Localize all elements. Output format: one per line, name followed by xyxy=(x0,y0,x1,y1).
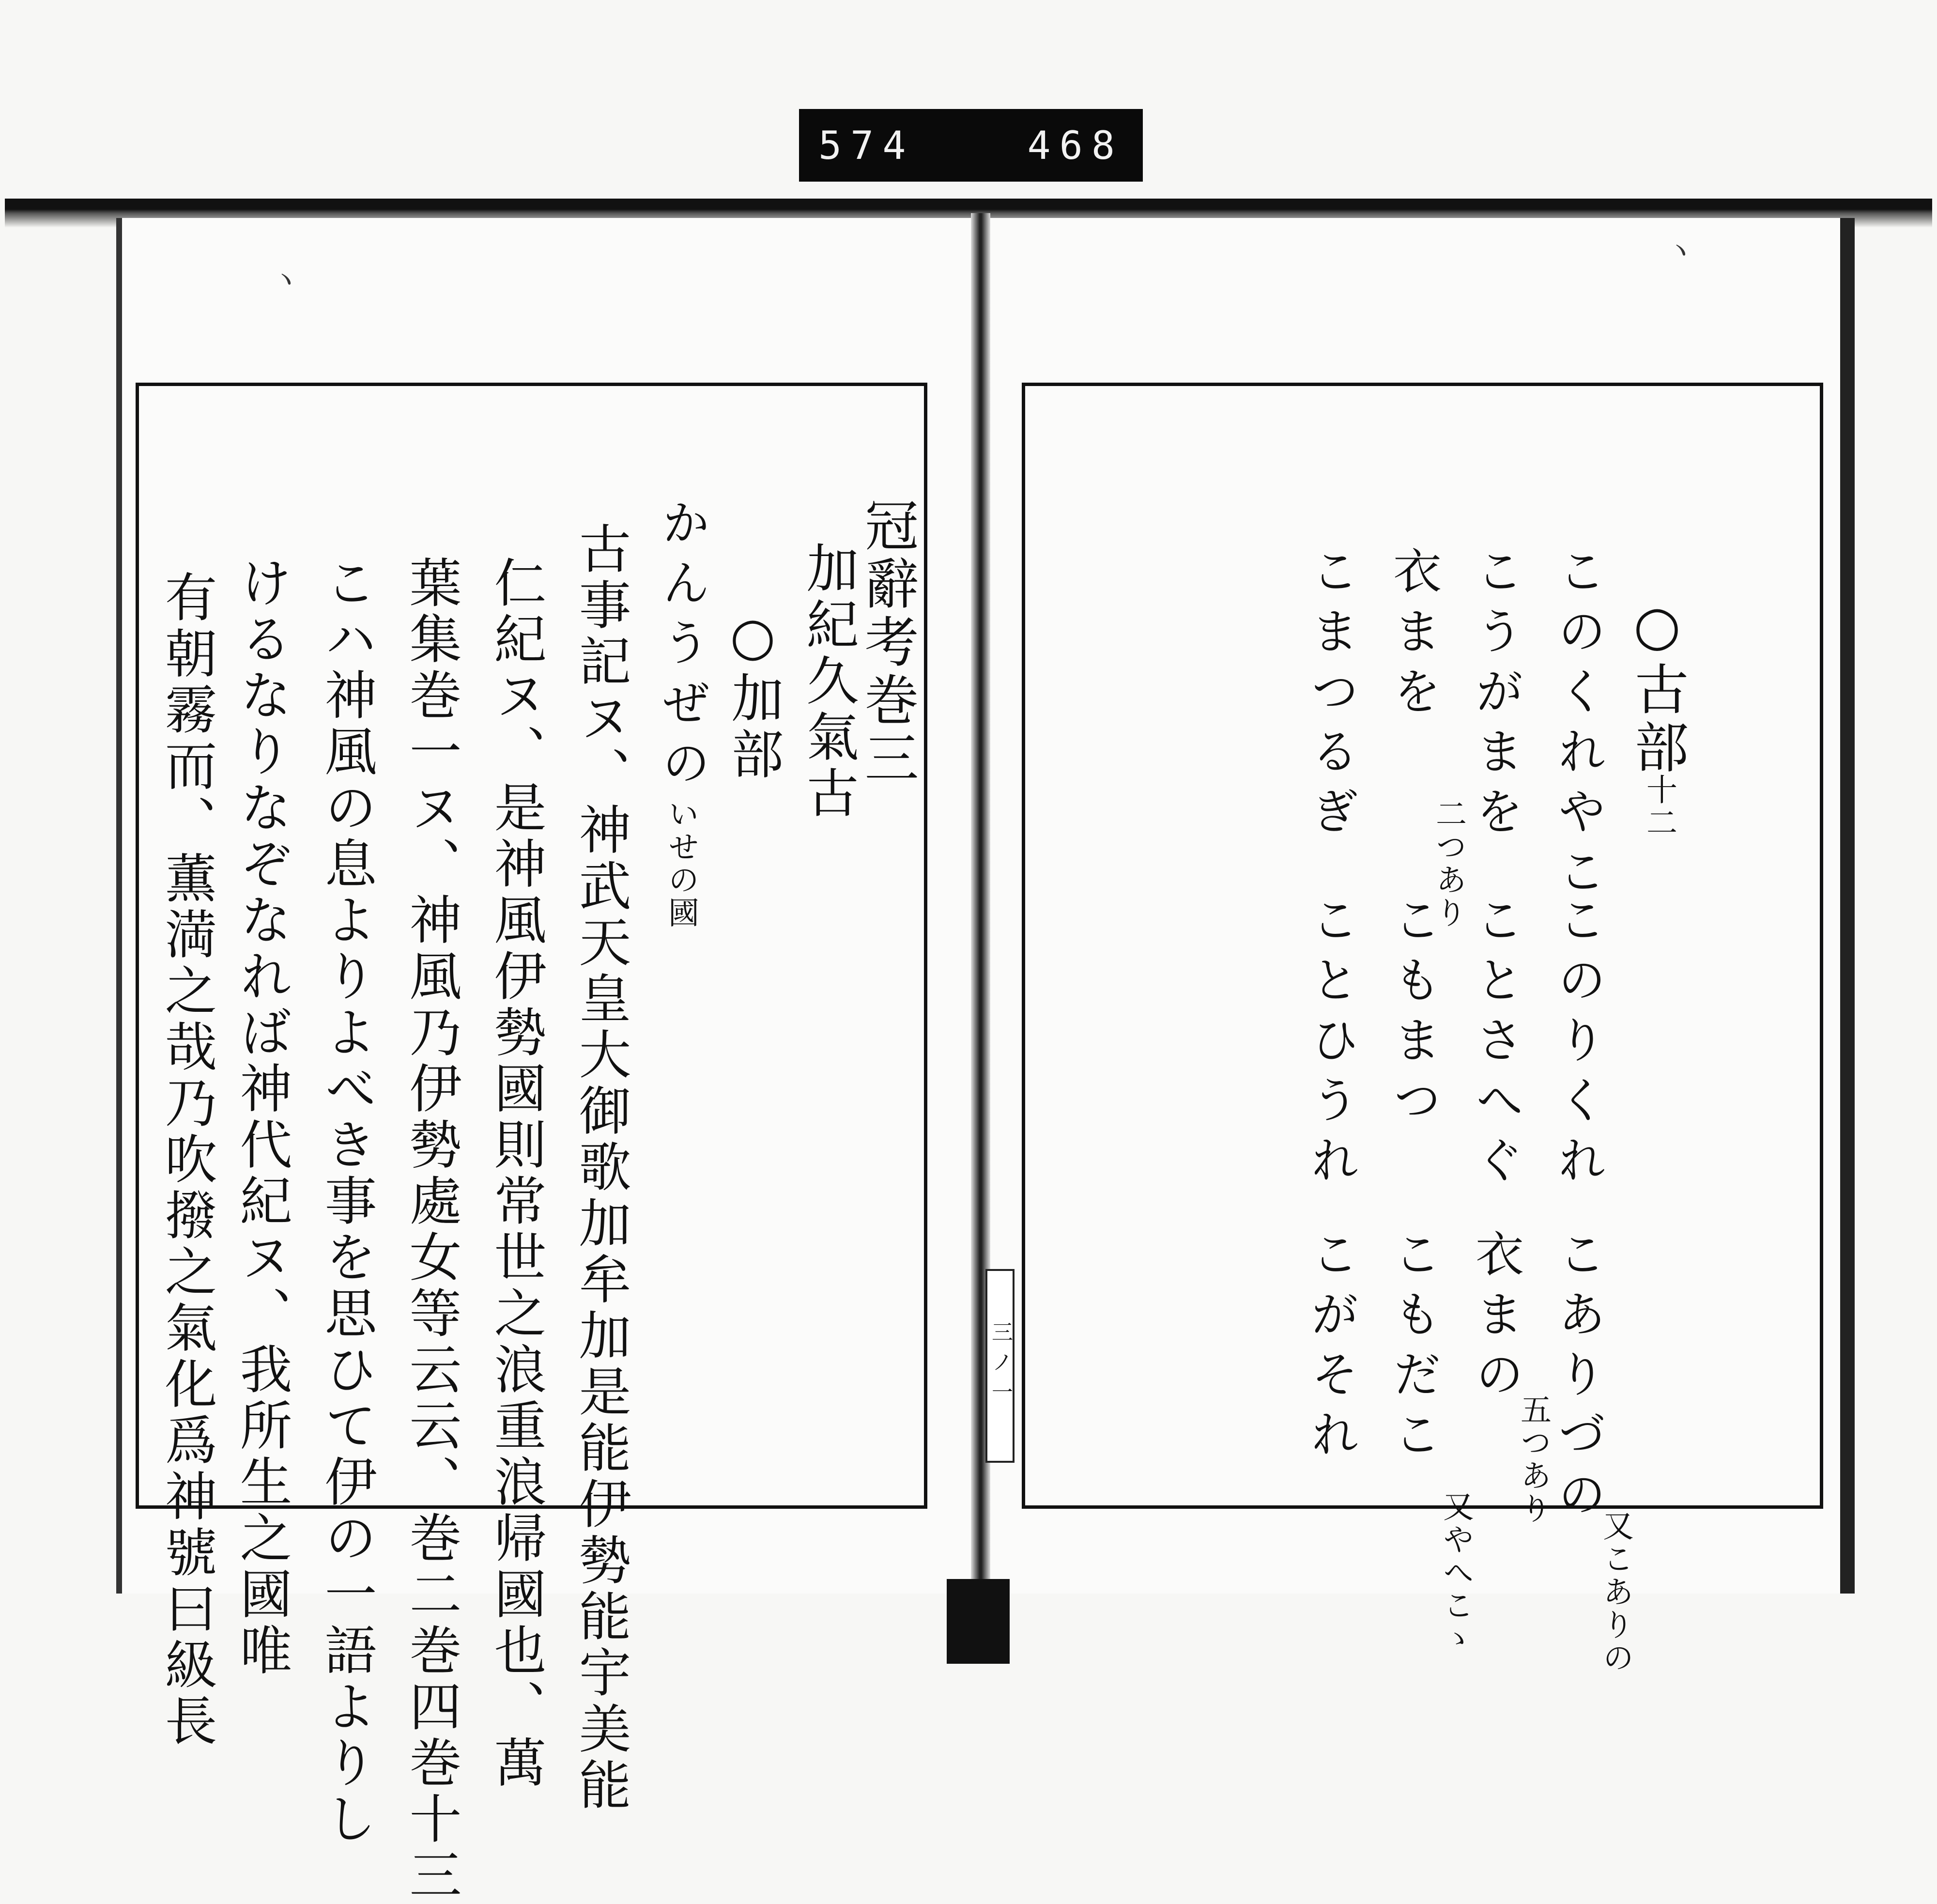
section-marker: ○加部 xyxy=(723,606,783,783)
verse-note: 又やへこゝ xyxy=(1438,1490,1474,1655)
text-column: 有朝霧而、薫満之哉乃吹撥之氣化爲神號曰級長 xyxy=(156,570,216,1750)
verse-line: こありづの xyxy=(1550,1229,1606,1529)
scan-label-left: 574 xyxy=(818,123,915,168)
verse-line: 衣まを xyxy=(1385,546,1442,726)
entry-heading: かんうぜの xyxy=(654,497,710,798)
text-column: 葉集巻一ヌ、神風乃伊勢處女等云云、巻二巻四巻十三 xyxy=(400,556,461,1904)
verse-line: こがそれ xyxy=(1303,1229,1359,1469)
left-text-frame xyxy=(136,383,927,1904)
verse-line: こもだこ xyxy=(1385,1229,1442,1469)
gutter-foot xyxy=(947,1579,1010,1664)
verse-line: こまつるぎ xyxy=(1303,546,1359,846)
scan-label-right: 468 xyxy=(1027,123,1123,168)
verse-line: このりくれ xyxy=(1550,895,1606,1195)
verse-line: こうがまを xyxy=(1467,546,1524,846)
verse-note: 五つあり xyxy=(1515,1393,1551,1525)
folio-label: 三ノ一 xyxy=(985,1269,1015,1463)
paper-mark: ヽ xyxy=(271,263,300,297)
text-column: 古事記ヌ、神武天皇大御歌加牟加是能伊勢能宇美能 xyxy=(570,522,630,1814)
verse-line: 衣まの xyxy=(1467,1229,1524,1409)
section-number: 十二 xyxy=(1641,774,1677,839)
text-column: けるなりなぞなれば神代紀ヌ、我所生之國唯 xyxy=(231,556,292,1679)
heading-word: 加紀久氣古 xyxy=(798,541,858,822)
text-column: 仁紀ヌ、是神風伊勢國則常世之浪重浪帰國也、萬 xyxy=(485,556,546,1792)
verse-line: こもまつ xyxy=(1385,895,1442,1135)
section-marker: ○古部 xyxy=(1626,594,1689,777)
right-text-frame xyxy=(1022,383,1823,1674)
scan-label xyxy=(799,109,1143,182)
verse-note: 二つあり xyxy=(1430,798,1466,929)
verse-line: ことひうれ xyxy=(1303,895,1359,1195)
entry-note: いせの國 xyxy=(663,798,699,929)
text-column: こハ神風の息よりよべき事を思ひて伊の一語よりし xyxy=(316,556,376,1848)
paper-mark: ヽ xyxy=(1666,234,1695,268)
volume-title: 冠辭考巻三 xyxy=(856,497,919,788)
verse-line: ことさへぐ xyxy=(1467,895,1524,1195)
verse-line: このくれやこ xyxy=(1550,546,1606,906)
verse-note: 又こありの xyxy=(1598,1510,1633,1674)
